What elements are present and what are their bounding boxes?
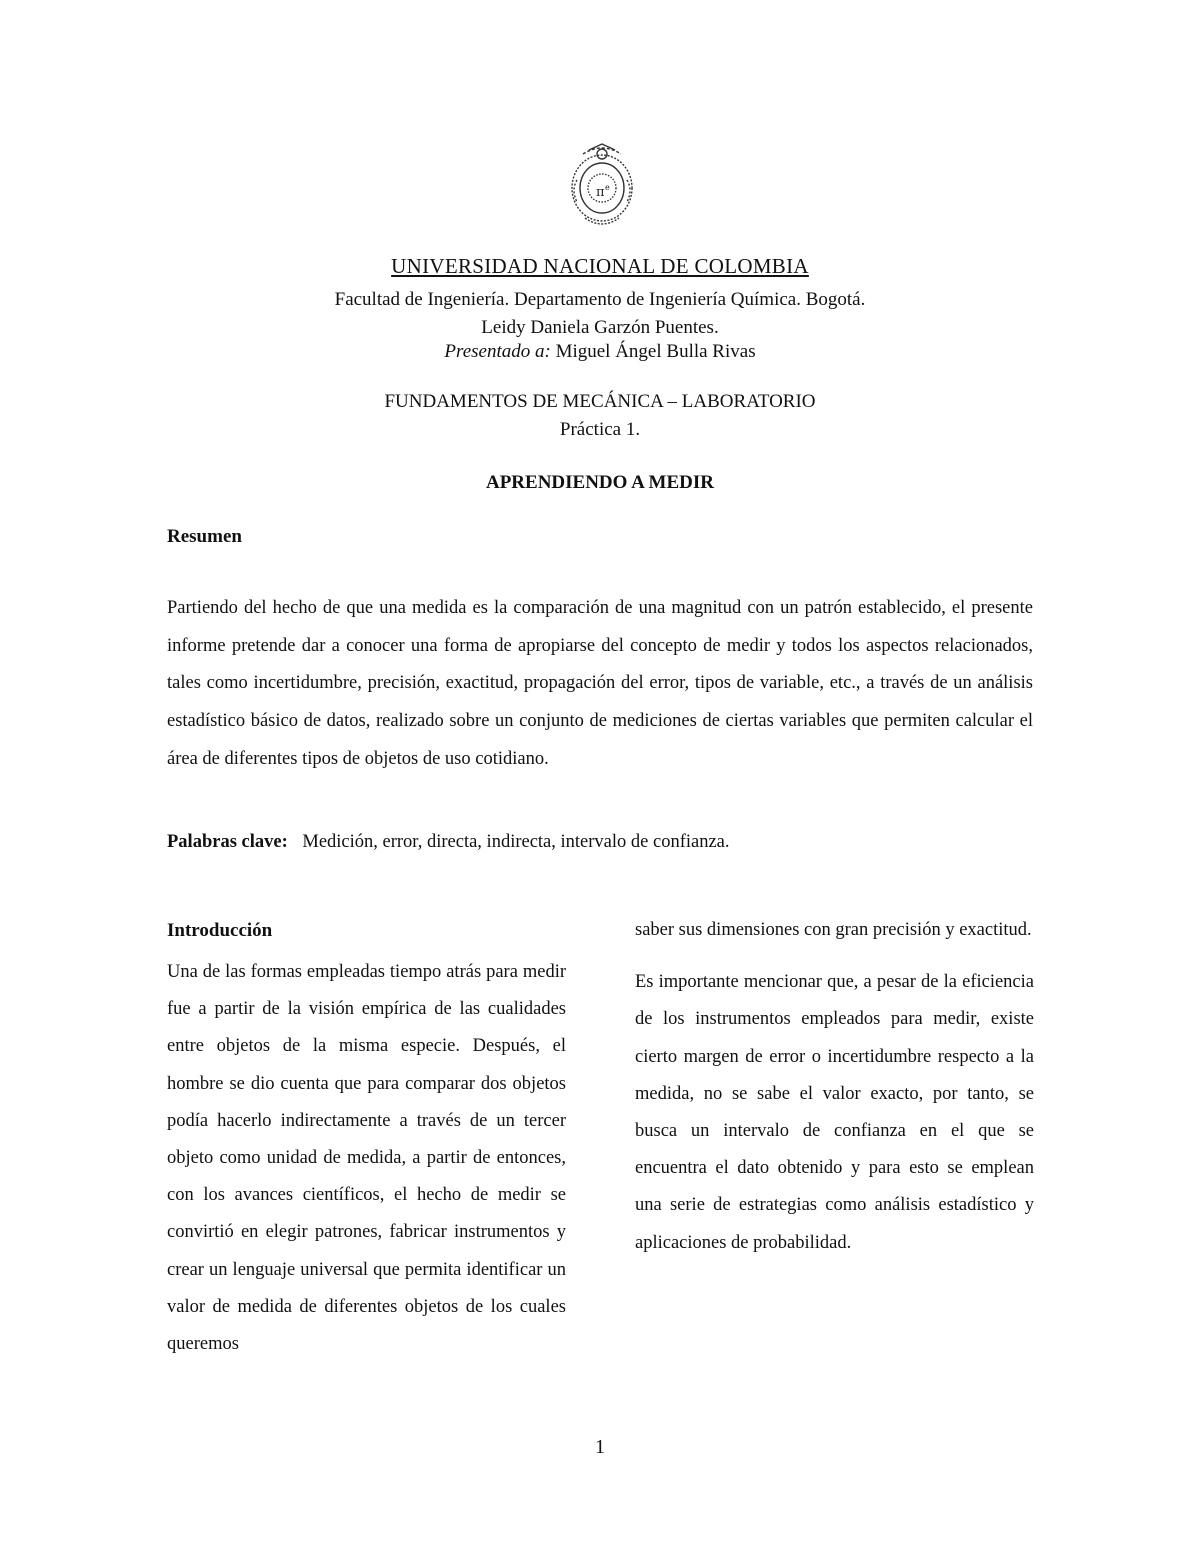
university-name: UNIVERSIDAD NACIONAL DE COLOMBIA — [391, 254, 809, 278]
svg-text:e: e — [605, 183, 610, 192]
keywords-label: Palabras clave: — [167, 832, 288, 852]
introduction-paragraph-1: Una de las formas empleadas tiempo atrás para medir fue a partir de la visión empírica de las cualidades entre objetos de la misma especie. Después, el hombre se dio cuenta que para comparar dos objetos podía hacerlo indirectamente a través de un tercer objeto como unidad de medida, a partir de entonces, con los avances científicos, el hecho de medir se convirtió en elegir patrones, fabricar instrumentos y crear un lenguaje universal que permita identificar un valor de medida de diferentes objetos de los cuales queremos — [167, 962, 566, 1355]
course-name: FUNDAMENTOS DE MECÁNICA – LABORATORIO — [384, 391, 816, 412]
abstract-heading: Resumen — [167, 526, 242, 547]
svg-text:π: π — [596, 185, 605, 200]
page-number: 1 — [595, 1436, 605, 1458]
presented-to-name: Miguel Ángel Bulla Rivas — [555, 341, 756, 362]
introduction-paragraph-2: Es importante mencionar que, a pesar de la eficiencia de los instrumentos empleados para medir, existe cierto margen de error o incertidumbre respecto a la medida, no se sabe el valor exacto, por tanto, se busca un intervalo de confianza en el que se encuentra el dato obtenido y para esto se emplean una serie de estrategias como análisis estadístico y aplicaciones de probabilidad. — [635, 972, 1034, 1253]
introduction-left-column — [167, 918, 566, 1363]
practice-number: Práctica 1. — [559, 419, 641, 440]
keywords-line — [167, 832, 730, 853]
faculty-line: Facultad de Ingeniería. Departamento de Ingeniería Química. Bogotá. — [334, 289, 866, 310]
document-title: APRENDIENDO A MEDIR — [485, 472, 715, 493]
keywords-value: Medición, error, directa, indirecta, intervalo de confianza. — [302, 832, 730, 852]
university-seal-icon — [563, 140, 641, 232]
author-name: Leidy Daniela Garzón Puentes. — [481, 317, 719, 338]
presented-to-label: Presentado a: — [444, 341, 551, 362]
presented-to — [0, 338, 1200, 366]
introduction-right-column — [635, 912, 1034, 1262]
introduction-paragraph-1-continued: saber sus dimensiones con gran precisión y exactitud. — [635, 920, 1032, 940]
abstract-text: Partiendo del hecho de que una medida es la comparación de una magnitud con un patrón establecido, el presente informe pretende dar a conocer una forma de apropiarse del concepto de medir y todos los aspectos relacionados, tales como incertidumbre, precisión, exactitud, propagación del error, tipos de variable, etc., a través de un análisis estadístico básico de datos, realizado sobre un conjunto de mediciones de ciertas variables que permiten calcular el área de diferentes tipos de objetos de uso cotidiano. — [167, 598, 1033, 769]
introduction-heading: Introducción — [167, 920, 273, 941]
